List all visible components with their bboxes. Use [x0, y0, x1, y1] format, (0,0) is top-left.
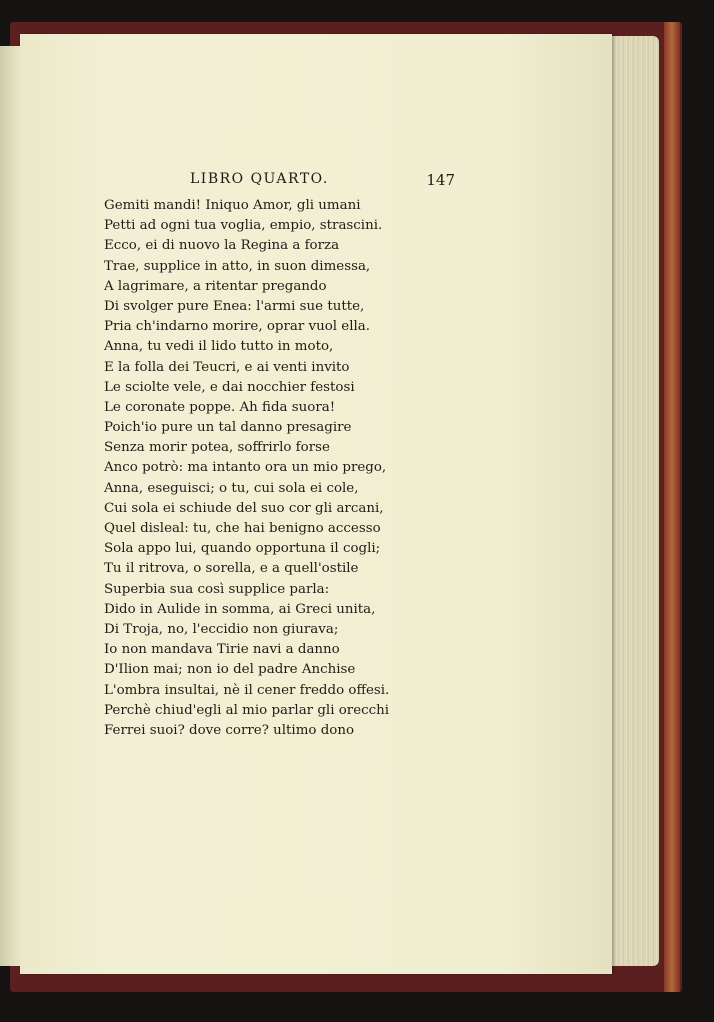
verse-line: Ferrei suoi? dove corre? ultimo dono [104, 722, 355, 738]
verse-line: A lagrimare, a ritentar pregando [104, 278, 327, 294]
verse-line: Quel disleal: tu, che hai benigno accesso [104, 521, 381, 536]
verse-line: Dido in Aulide in somma, ai Greci unita, [104, 601, 376, 617]
running-title: LIBRO QUARTO. [190, 171, 329, 187]
running-head [190, 171, 455, 191]
verse-line: E la folla dei Teucri, e ai venti invito [104, 359, 350, 375]
verse-line: Superbia sua così supplice parla: [104, 581, 330, 597]
verse-line: Le sciolte vele, e dai nocchier festosi [104, 379, 355, 395]
page-number: 147 [426, 171, 455, 189]
verse-line: Io non mandava Tirie navi a danno [104, 642, 340, 658]
left-page-edge [0, 46, 22, 966]
verse-line: Tu il ritrova, o sorella, e a quell'ostile [104, 561, 359, 577]
verse-line: Gemiti mandi! Iniquo Amor, gli umani [104, 198, 361, 213]
verse-line: Anna, eseguisci; o tu, cui sola ei cole, [104, 480, 359, 496]
verse-line: Pria ch'indarno morire, oprar vuol ella. [104, 319, 371, 335]
verse-line: D'Ilion mai; non io del padre Anchise [104, 662, 356, 678]
verse-line: Ecco, ei di nuovo la Regina a forza [104, 238, 340, 254]
verse-line: L'ombra insultai, nè il cener freddo offesi. [104, 682, 390, 698]
verse-line: Di Troja, no, l'eccidio non giurava; [104, 621, 339, 637]
verse-line: Petti ad ogni tua voglia, empio, strascini. [104, 218, 383, 234]
verse-line: Le coronate poppe. Ah fida suora! [104, 399, 336, 415]
verse-line: Sola appo lui, quando opportuna il cogli; [104, 541, 381, 557]
verse-line: Anco potrò: ma intanto ora un mio prego, [104, 460, 387, 476]
verse-line: Trae, supplice in atto, in suon dimessa, [104, 258, 371, 274]
verse-line: Perchè chiud'egli al mio parlar gli orecchi [104, 702, 390, 718]
verse-line: Cui sola ei schiude del suo cor gli arcani, [104, 500, 384, 516]
verse-block [104, 196, 389, 741]
verse-line: Poich'io pure un tal danno presagire [104, 420, 352, 436]
cover-edge [664, 22, 680, 992]
verse-line: Di svolger pure Enea: l'armi sue tutte, [104, 298, 365, 314]
book-page [20, 34, 612, 974]
verse-line: Anna, tu vedi il lido tutto in moto, [104, 339, 334, 355]
verse-line: Senza morir potea, soffrirlo forse [104, 440, 330, 456]
